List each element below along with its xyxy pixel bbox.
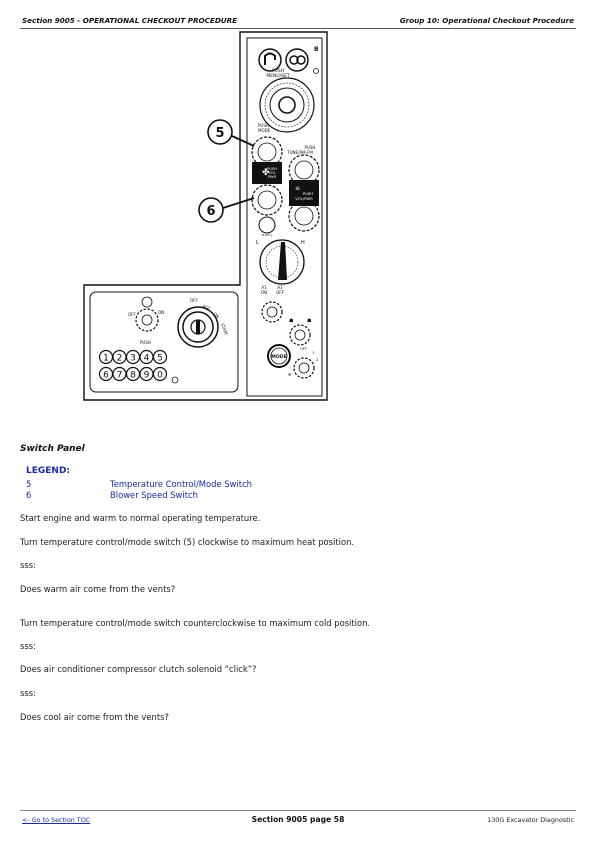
on-label: ON: [158, 310, 165, 315]
header-divider: [20, 28, 576, 29]
paragraph: Turn temperature control/mode switch counterclockwise to maximum cold position.: [20, 618, 371, 628]
keypad: [100, 351, 167, 381]
figure-caption: Switch Panel: [20, 444, 85, 454]
svg-text:PUSH ◊: PUSH ◊: [261, 233, 273, 237]
keypad-key-label: 4: [143, 353, 150, 364]
legend-item: [26, 490, 198, 500]
keypad-key-label: 7: [116, 370, 123, 381]
cd-button: [286, 49, 308, 71]
svg-text:PUSHVOLPWR: PUSH VOL PWR: [267, 167, 277, 179]
legend-item-number: 6: [26, 490, 32, 500]
keypad-key-label: 6: [103, 370, 109, 381]
svg-text:MODE: MODE: [271, 355, 287, 360]
svg-text:2: 2: [316, 357, 319, 362]
keypad-key-label: 3: [130, 353, 136, 364]
low-label: L: [256, 240, 259, 246]
keypad-key-label: 8: [130, 370, 136, 381]
svg-text:B: B: [314, 46, 319, 53]
keypad-key-label: 9: [143, 370, 150, 381]
temperature-dial: [260, 240, 304, 284]
a1-switch-knob: [262, 302, 282, 322]
push-menu-set-label: PUSH MENU/SET: [266, 69, 290, 79]
svg-text:A1ON: A1 ON: [260, 285, 268, 295]
paragraph: sss:: [20, 641, 36, 651]
push-tune-label: PUSH TUNE/AM-FM: [287, 145, 316, 155]
page-number: Section 9005 page 58: [251, 815, 345, 824]
svg-text:ON: ON: [212, 311, 221, 320]
light-switch-knob: [136, 297, 158, 331]
push-mode-label: PUSH MODE: [258, 123, 271, 133]
paragraph: Does air conditioner compressor clutch solenoid “click”?: [20, 664, 257, 674]
callout-6: [199, 198, 254, 222]
fan-icon: ✤: [262, 168, 270, 178]
keypad-key-label: 2: [116, 353, 123, 364]
blower-speed-knob: [252, 185, 282, 215]
switch-panel-figure: [82, 30, 332, 404]
svg-text:☗: ☗: [289, 318, 294, 324]
svg-text:ACC: ACC: [201, 303, 212, 312]
ignition-key-switch: [178, 307, 221, 347]
paragraph: sss:: [20, 688, 36, 698]
paragraph: Turn temperature control/mode switch (5) clockwise to maximum heat position.: [20, 537, 355, 547]
svg-text:OFF: OFF: [190, 298, 198, 303]
paragraph: Does warm air come from the vents?: [20, 584, 176, 594]
svg-text:⚙: ⚙: [288, 372, 292, 377]
wiper-switch-knob: [294, 358, 314, 378]
legend-item-number: 5: [26, 479, 32, 489]
manual-title: 130G Excavator Diagnostic: [487, 816, 574, 824]
svg-text:PUSHVOL/PWR: PUSH VOL/PWR: [295, 191, 314, 201]
footer-divider: [20, 810, 576, 811]
speed-select-knob: [290, 325, 310, 345]
legend-item: [26, 479, 252, 489]
keypad-key-label: 5: [157, 353, 163, 364]
paragraph: sss:: [20, 560, 36, 570]
header-section-title: Section 9005 - OPERATIONAL CHECKOUT PROCEDURE: [22, 16, 238, 25]
section-toc-link[interactable]: <- Go to Section TOC: [22, 816, 91, 824]
svg-text:6: 6: [206, 204, 216, 219]
svg-text:☗: ☗: [307, 318, 312, 324]
svg-text:5: 5: [215, 126, 225, 141]
keypad-key-label: 1: [103, 353, 109, 364]
keypad-key-label: 0: [157, 370, 163, 381]
off-label: OFF: [128, 312, 136, 317]
radio-icon: ≡: [295, 185, 301, 192]
push-label: PUSH: [140, 340, 151, 345]
svg-text:1: 1: [312, 350, 315, 355]
high-label: H: [301, 240, 305, 246]
reverse-button: [259, 49, 281, 71]
header-group-title: Group 10: Operational Checkout Procedure: [399, 16, 574, 25]
paragraph: Start engine and warm to normal operating temperature.: [20, 513, 261, 523]
svg-text:A1OFF: A1 OFF: [276, 285, 284, 295]
svg-text:START: START: [220, 322, 229, 336]
legend-item-text: Temperature Control/Mode Switch: [110, 479, 252, 489]
mode-button: [268, 345, 290, 367]
paragraph: Does cool air come from the vents?: [20, 712, 169, 722]
legend-title: LEGEND:: [26, 466, 71, 476]
svg-text:OFF: OFF: [300, 346, 308, 351]
legend-item-text: Blower Speed Switch: [110, 490, 198, 500]
